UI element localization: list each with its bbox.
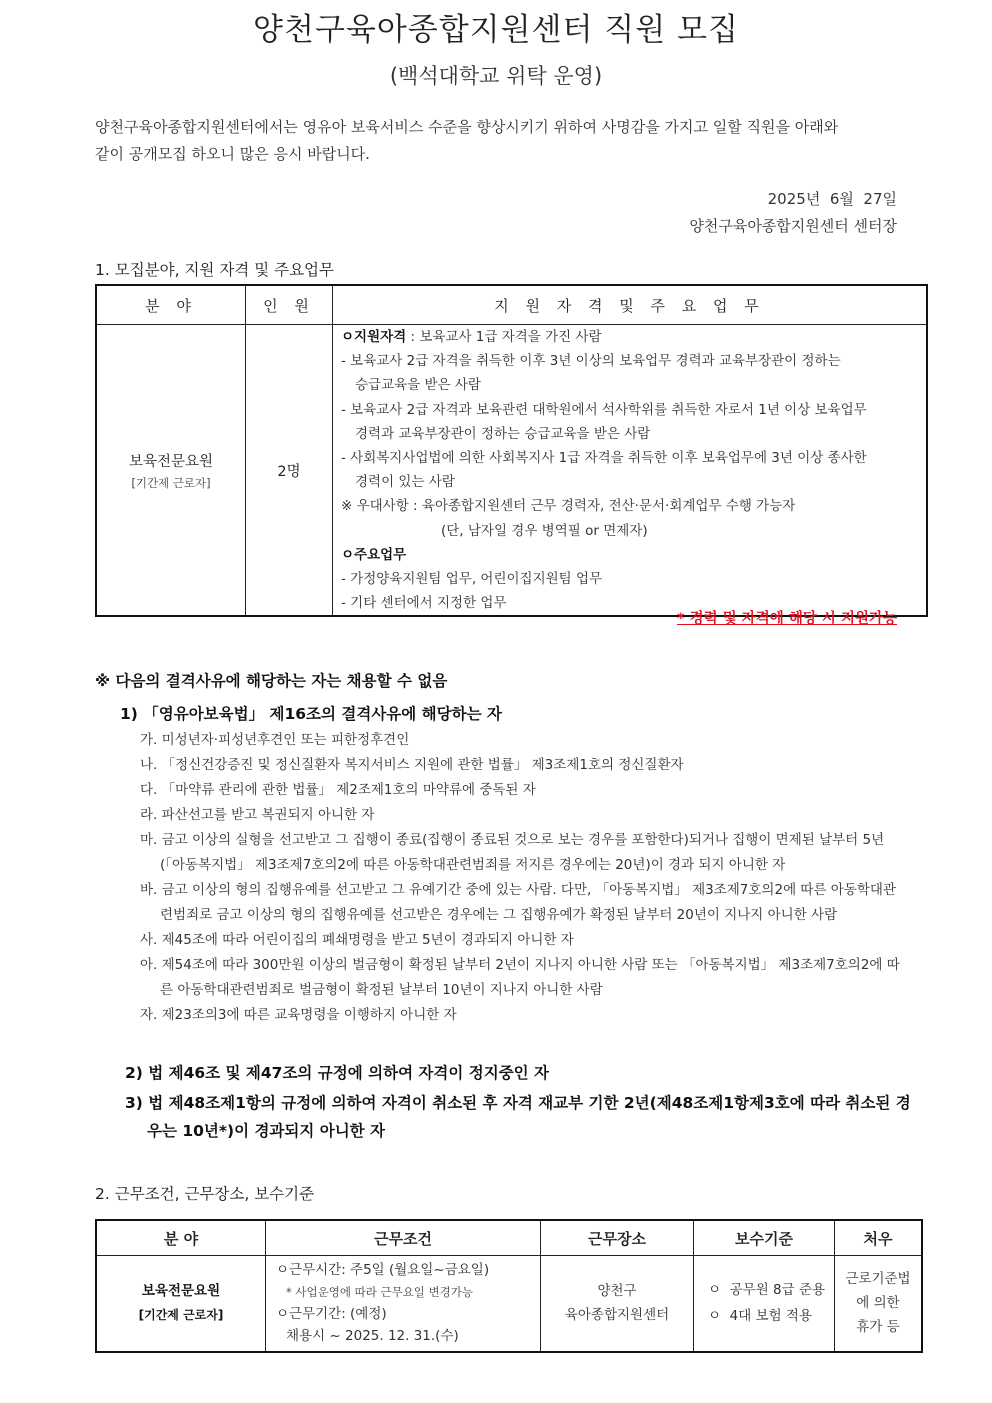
- qualification-item: - 보육교사 2급 자격과 보육관련 대학원에서 석사학위를 취득한 자로서 1년 이상 보육업무: [341, 401, 867, 418]
- section1-heading: 1. 모집분야, 지원 자격 및 주요업무: [95, 261, 335, 279]
- list-item: 사. 제45조에 따라 어린이집의 폐쇄명령을 받고 5년이 경과되지 아니한 자: [140, 932, 574, 948]
- section2-heading: 2. 근무조건, 근무장소, 보수기준: [95, 1185, 315, 1203]
- table-row: [96, 325, 927, 617]
- place-cell: [541, 1256, 694, 1352]
- qualification-item-cont: 경력과 교육부장관이 정하는 승급교육을 받은 사람: [355, 425, 651, 442]
- list-item: 아. 제54조에 따라 300만원 이상의 벌금형이 확정된 날부터 2년이 지나지 아니한 사람 또는 「아동복지법」 제3조제7호의2에 따른 아동학대관련범죄로 벌금형이 확정된 날부터 10년이 지나지 아니한 사람: [140, 957, 900, 998]
- table-header-row: [96, 1220, 922, 1256]
- work-period-value: 채용시 ~ 2025. 12. 31.(수): [286, 1328, 459, 1345]
- list-item: 자. 제23조의3에 따른 교육명령을 이행하지 아니한 자: [140, 1007, 457, 1023]
- disqualification-item-2: 2) 법 제46조 및 제47조의 규정에 의하여 자격이 정지중인 자: [125, 1064, 550, 1082]
- table-header-row: [96, 285, 927, 325]
- intro-line: 양천구육아종합지원센터에서는 영유아 보육서비스 수준을 향상시키기 위하여 사명감을 가지고 일할 직원을 아래와: [95, 118, 839, 136]
- place-line: 양천구: [597, 1283, 637, 1300]
- header-qualification: 지 원 자 격 및 주 요 업 무: [333, 285, 928, 325]
- list-item: 라. 파산선고를 받고 복권되지 아니한 자: [140, 807, 375, 823]
- header-place: 근무장소: [541, 1220, 694, 1256]
- recruitment-table: [95, 284, 928, 617]
- preference-note: ※ 우대사항 : 육아종합지원센터 근무 경력자, 전산·문서·회계업무 수행 가능자: [341, 498, 796, 515]
- field-subtype: [기간제 근로자]: [131, 475, 211, 490]
- notice-issuer: 양천구육아종합지원센터 센터장: [689, 217, 897, 235]
- disqualification-subitems: [140, 728, 900, 1028]
- intro-line: 같이 공개모집 하오니 많은 응시 바랍니다.: [95, 145, 370, 163]
- conditions-cell: [266, 1256, 541, 1352]
- duty-item: - 가정양육지원팀 업무, 어린이집지원팀 업무: [341, 571, 603, 588]
- pay-item: ㅇ 4대 보험 적용: [708, 1308, 812, 1325]
- intro-paragraph: [95, 114, 900, 168]
- field-cell: [96, 1256, 266, 1352]
- header-conditions: 근무조건: [266, 1220, 541, 1256]
- preference-note-cont: (단, 남자일 경우 병역필 or 면제자): [441, 522, 648, 539]
- duty-title: ㅇ주요업무: [341, 546, 407, 563]
- table-row: [96, 1256, 922, 1352]
- notice-date: 2025년 6월 27일: [767, 190, 897, 208]
- disqualification-heading: ※ 다음의 결격사유에 해당하는 자는 채용할 수 없음: [95, 672, 448, 690]
- qualification-item-cont: 경력이 있는 사람: [355, 474, 455, 491]
- duty-item: - 기타 센터에서 지정한 업무: [341, 595, 507, 612]
- benefit-line: 휴가 등: [856, 1319, 900, 1336]
- list-item: 다. 「마약류 관리에 관한 법률」 제2조제1호의 마약류에 중독된 자: [140, 782, 536, 798]
- place-line: 육아종합지원센터: [564, 1307, 670, 1324]
- qualification-item: - 보육교사 2급 자격을 취득한 이후 3년 이상의 보육업무 경력과 교육부장관이 정하는: [341, 353, 841, 370]
- header-count: 인 원: [246, 285, 333, 325]
- list-item: 나. 「정신건강증진 및 정신질환자 복지서비스 지원에 관한 법률」 제3조제1호의 정신질환자: [140, 757, 684, 773]
- field-subtype: [기간제 근로자]: [138, 1308, 224, 1323]
- qualification-item-cont: 승급교육을 받은 사람: [355, 377, 481, 394]
- disqualification-item-1: 1) 「영유아보육법」 제16조의 결격사유에 해당하는 자: [120, 705, 502, 723]
- page-title: 양천구육아종합지원센터 직원 모집: [253, 12, 739, 48]
- list-item: 마. 금고 이상의 실형을 선고받고 그 집행이 종료(집행이 종료된 것으로 보는 경우를 포함한다)되거나 집행이 면제된 날부터 5년(「아동복지법」 제3조제7호의2에 따른 아동학대관련범죄를 저지른 경우에는 20년)이 경과 되지 아니한 자: [140, 832, 885, 873]
- benefit-line: 근로기준법: [845, 1271, 911, 1288]
- pay-item: ㅇ 공무원 8급 준용: [708, 1282, 826, 1299]
- benefit-line: 에 의한: [856, 1295, 900, 1312]
- benefit-cell: [835, 1256, 923, 1352]
- qualification-item: - 사회복지사업법에 의한 사회복지사 1급 자격을 취득한 이후 보육업무에 3년 이상 종사한: [341, 450, 867, 467]
- conditions-table: [95, 1219, 923, 1353]
- header-benefit: 처우: [835, 1220, 923, 1256]
- field-cell: [96, 325, 246, 617]
- list-item: 가. 미성년자·피성년후견인 또는 피한정후견인: [140, 732, 410, 748]
- work-hours-note: * 사업운영에 따라 근무요일 변경가능: [286, 1285, 474, 1300]
- work-hours: ㅇ근무시간: 주5일 (월요일~금요일): [276, 1262, 490, 1279]
- header-field: 분 야: [96, 1220, 266, 1256]
- page-subtitle: (백석대학교 위탁 운영): [389, 64, 603, 88]
- count-cell: 2명: [246, 325, 333, 617]
- disqualification-item-3: 3) 법 제48조제1항의 규정에 의하여 자격이 취소된 후 자격 재교부 기한 2년(제48조제1항제3호에 따라 취소된 경우는 10년*)이 경과되지 아니한 자: [125, 1094, 911, 1140]
- work-period: ㅇ근무기간: (예정): [276, 1306, 387, 1323]
- qualification-cell: [333, 325, 928, 617]
- header-field: 분 야: [96, 285, 246, 325]
- field-name: 보육전문요원: [141, 1283, 221, 1300]
- notice-signature: [689, 186, 897, 240]
- eligibility-note: * 경력 및 자격에 해당 시 지원가능: [677, 611, 897, 627]
- qualification-title: ㅇ지원자격: [341, 329, 407, 345]
- qualification-main: : 보육교사 1급 자격을 가진 사람: [406, 329, 602, 345]
- list-item: 바. 금고 이상의 형의 집행유예를 선고받고 그 유예기간 중에 있는 사람. 다만, 「아동복지법」 제3조제7호의2에 따른 아동학대관련범죄로 금고 이상의 형의 집행유예를 선고받은 경우에는 그 집행유예가 확정된 날부터 20년이 지나지 아니한 사람: [140, 882, 896, 923]
- pay-cell: [694, 1256, 835, 1352]
- header-pay: 보수기준: [694, 1220, 835, 1256]
- field-name: 보육전문요원: [128, 453, 214, 470]
